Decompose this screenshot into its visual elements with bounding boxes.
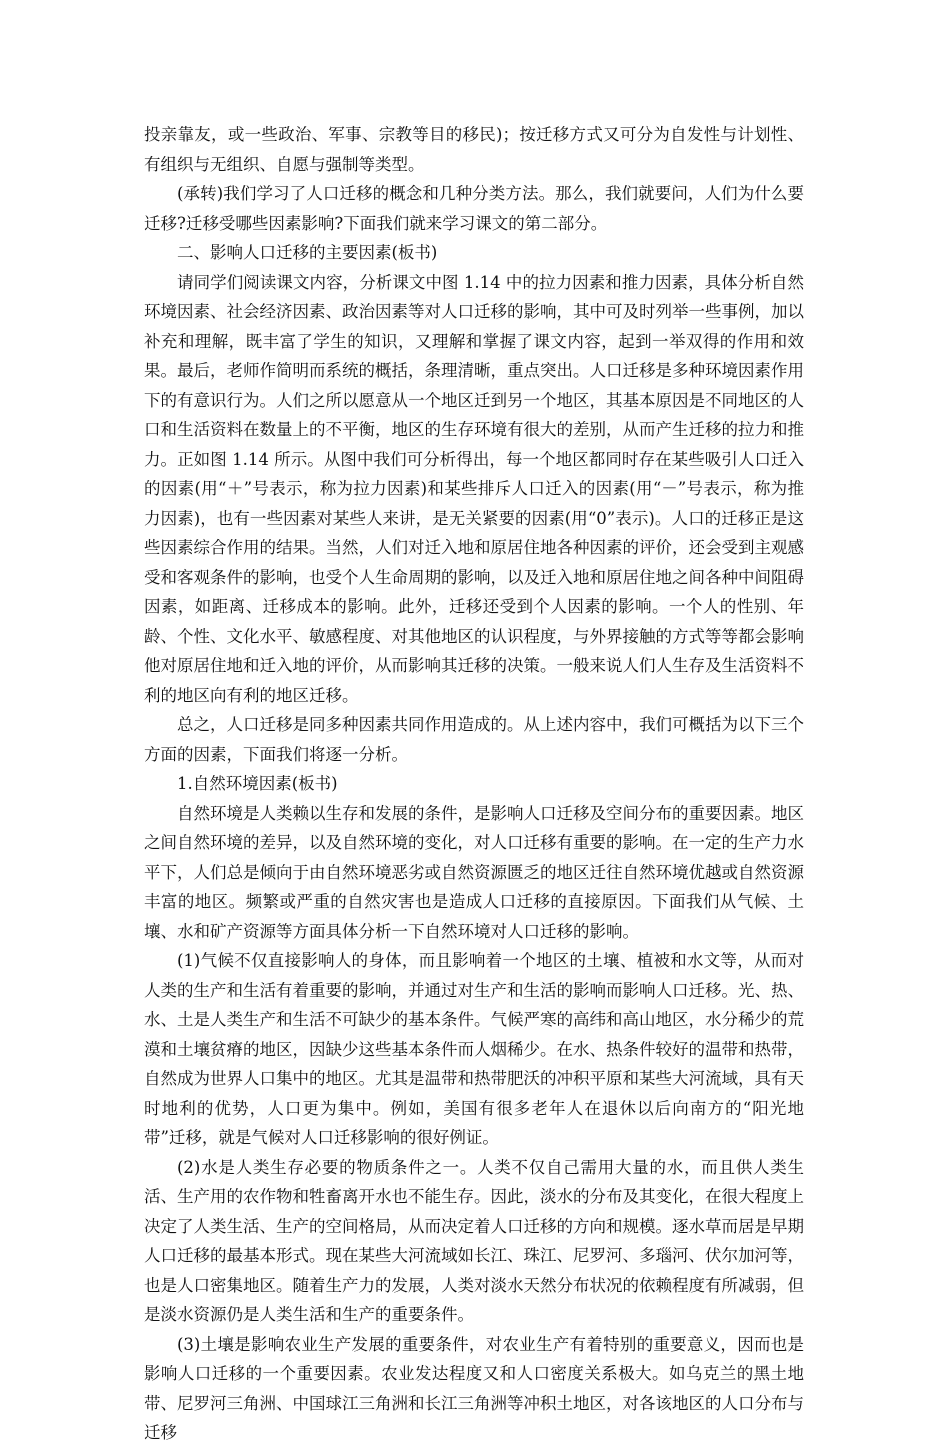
document-body	[144, 120, 804, 1448]
paragraph-summary: 总之，人口迁移是同多种因素共同作用造成的。从上述内容中，我们可概括为以下三个方面的因素，下面我们将逐一分析。	[144, 715, 804, 764]
paragraph-pull-push-analysis: 请同学们阅读课文内容，分析课文中图 1.14 中的拉力因素和推力因素，具体分析自然环境因素、社会经济因素、政治因素等对人口迁移的影响，其中可及时列举一些事例，加以补充和理解，既丰富了学生的知识，又理解和掌握了课文内容，起到一举双得的作用和效果。最后，老师作简明而系统的概括，条理清晰，重点突出。人口迁移是多种环境因素作用下的有意识行为。人们之所以愿意从一个地区迁到另一个地区，其基本原因是不同地区的人口和生活资料在数量上的不平衡，地区的生存环境有很大的差别，从而产生迁移的拉力和推力。正如图 1.14 所示。从图中我们可分析得出，每一个地区都同时存在某些吸引人口迁入的因素(用“＋”号表示，称为拉力因素)和某些排斥人口迁入的因素(用“－”号表示，称为推力因素)，也有一些因素对某些人来讲，是无关紧要的因素(用“0”表示)。人口的迁移正是这些因素综合作用的结果。当然，人们对迁入地和原居住地各种因素的评价，还会受到主观感受和客观条件的影响，也受个人生命周期的影响，以及迁入地和原居住地之间各种中间阻碍因素，如距离、迁移成本的影响。此外，迁移还受到个人因素的影响。一个人的性别、年龄、个性、文化水平、敏感程度、对其他地区的认识程度，与外界接触的方式等等都会影响他对原居住地和迁入地的评价，从而影响其迁移的决策。一般来说人们人生存及生活资料不利的地区向有利的地区迁移。	[144, 272, 804, 705]
paragraph-migration-types-end: 投亲靠友，或一些政治、军事、宗教等目的移民)；按迁移方式又可分为自发性与计划性、有组织与无组织、自愿与强制等类型。	[144, 125, 804, 174]
paragraph-water: (2)水是人类生存必要的物质条件之一。人类不仅自己需用大量的水，而且供人类生活、生产用的农作物和牲畜离开水也不能生存。因此，淡水的分布及其变化，在很大程度上决定了人类生活、生产的空间格局，从而决定着人口迁移的方向和规模。逐水草而居是早期人口迁移的最基本形式。现在某些大河流域如长江、珠江、尼罗河、多瑙河、伏尔加河等，也是人口密集地区。随着生产力的发展，人类对淡水天然分布状况的依赖程度有所减弱，但是淡水资源仍是人类生活和生产的重要条件。	[144, 1157, 804, 1324]
section-heading-factors: 二、影响人口迁移的主要因素(板书)	[177, 243, 438, 262]
paragraph-transition: (承转)我们学习了人口迁移的概念和几种分类方法。那么，我们就要问，人们为什么要迁移?迁移受哪些因素影响?下面我们就来学习课文的第二部分。	[144, 184, 804, 233]
paragraph-natural-environment: 自然环境是人类赖以生存和发展的条件，是影响人口迁移及空间分布的重要因素。地区之间自然环境的差异，以及自然环境的变化，对人口迁移有重要的影响。在一定的生产力水平下，人们总是倾向于由自然环境恶劣或自然资源匮乏的地区迁往自然环境优越或自然资源丰富的地区。频繁或严重的自然灾害也是造成人口迁移的直接原因。下面我们从气候、土壤、水和矿产资源等方面具体分析一下自然环境对人口迁移的影响。	[144, 803, 804, 941]
paragraph-climate: (1)气候不仅直接影响人的身体，而且影响着一个地区的土壤、植被和水文等，从而对人类的生产和生活有着重要的影响，并通过对生产和生活的影响而影响人口迁移。光、热、水、土是人类生产和生活不可缺少的基本条件。气候严寒的高纬和高山地区，水分稀少的荒漠和土壤贫瘠的地区，因缺少这些基本条件而人烟稀少。在水、热条件较好的温带和热带，自然成为世界人口集中的地区。尤其是温带和热带肥沃的冲积平原和某些大河流域，具有天时地利的优势，人口更为集中。例如，美国有很多老年人在退休以后向南方的“阳光地带”迁移，就是气候对人口迁移影响的很好例证。	[144, 951, 804, 1147]
paragraph-soil: (3)土壤是影响农业生产发展的重要条件，对农业生产有着特别的重要意义，因而也是影响人口迁移的一个重要因素。农业发达程度又和人口密度关系极大。如乌克兰的黑土地带、尼罗河三角洲、中国球江三角洲和长江三角洲等冲积土地区，对各该地区的人口分布与迁移	[144, 1334, 804, 1442]
subheading-natural-environment: 1.自然环境因素(板书)	[177, 774, 338, 793]
